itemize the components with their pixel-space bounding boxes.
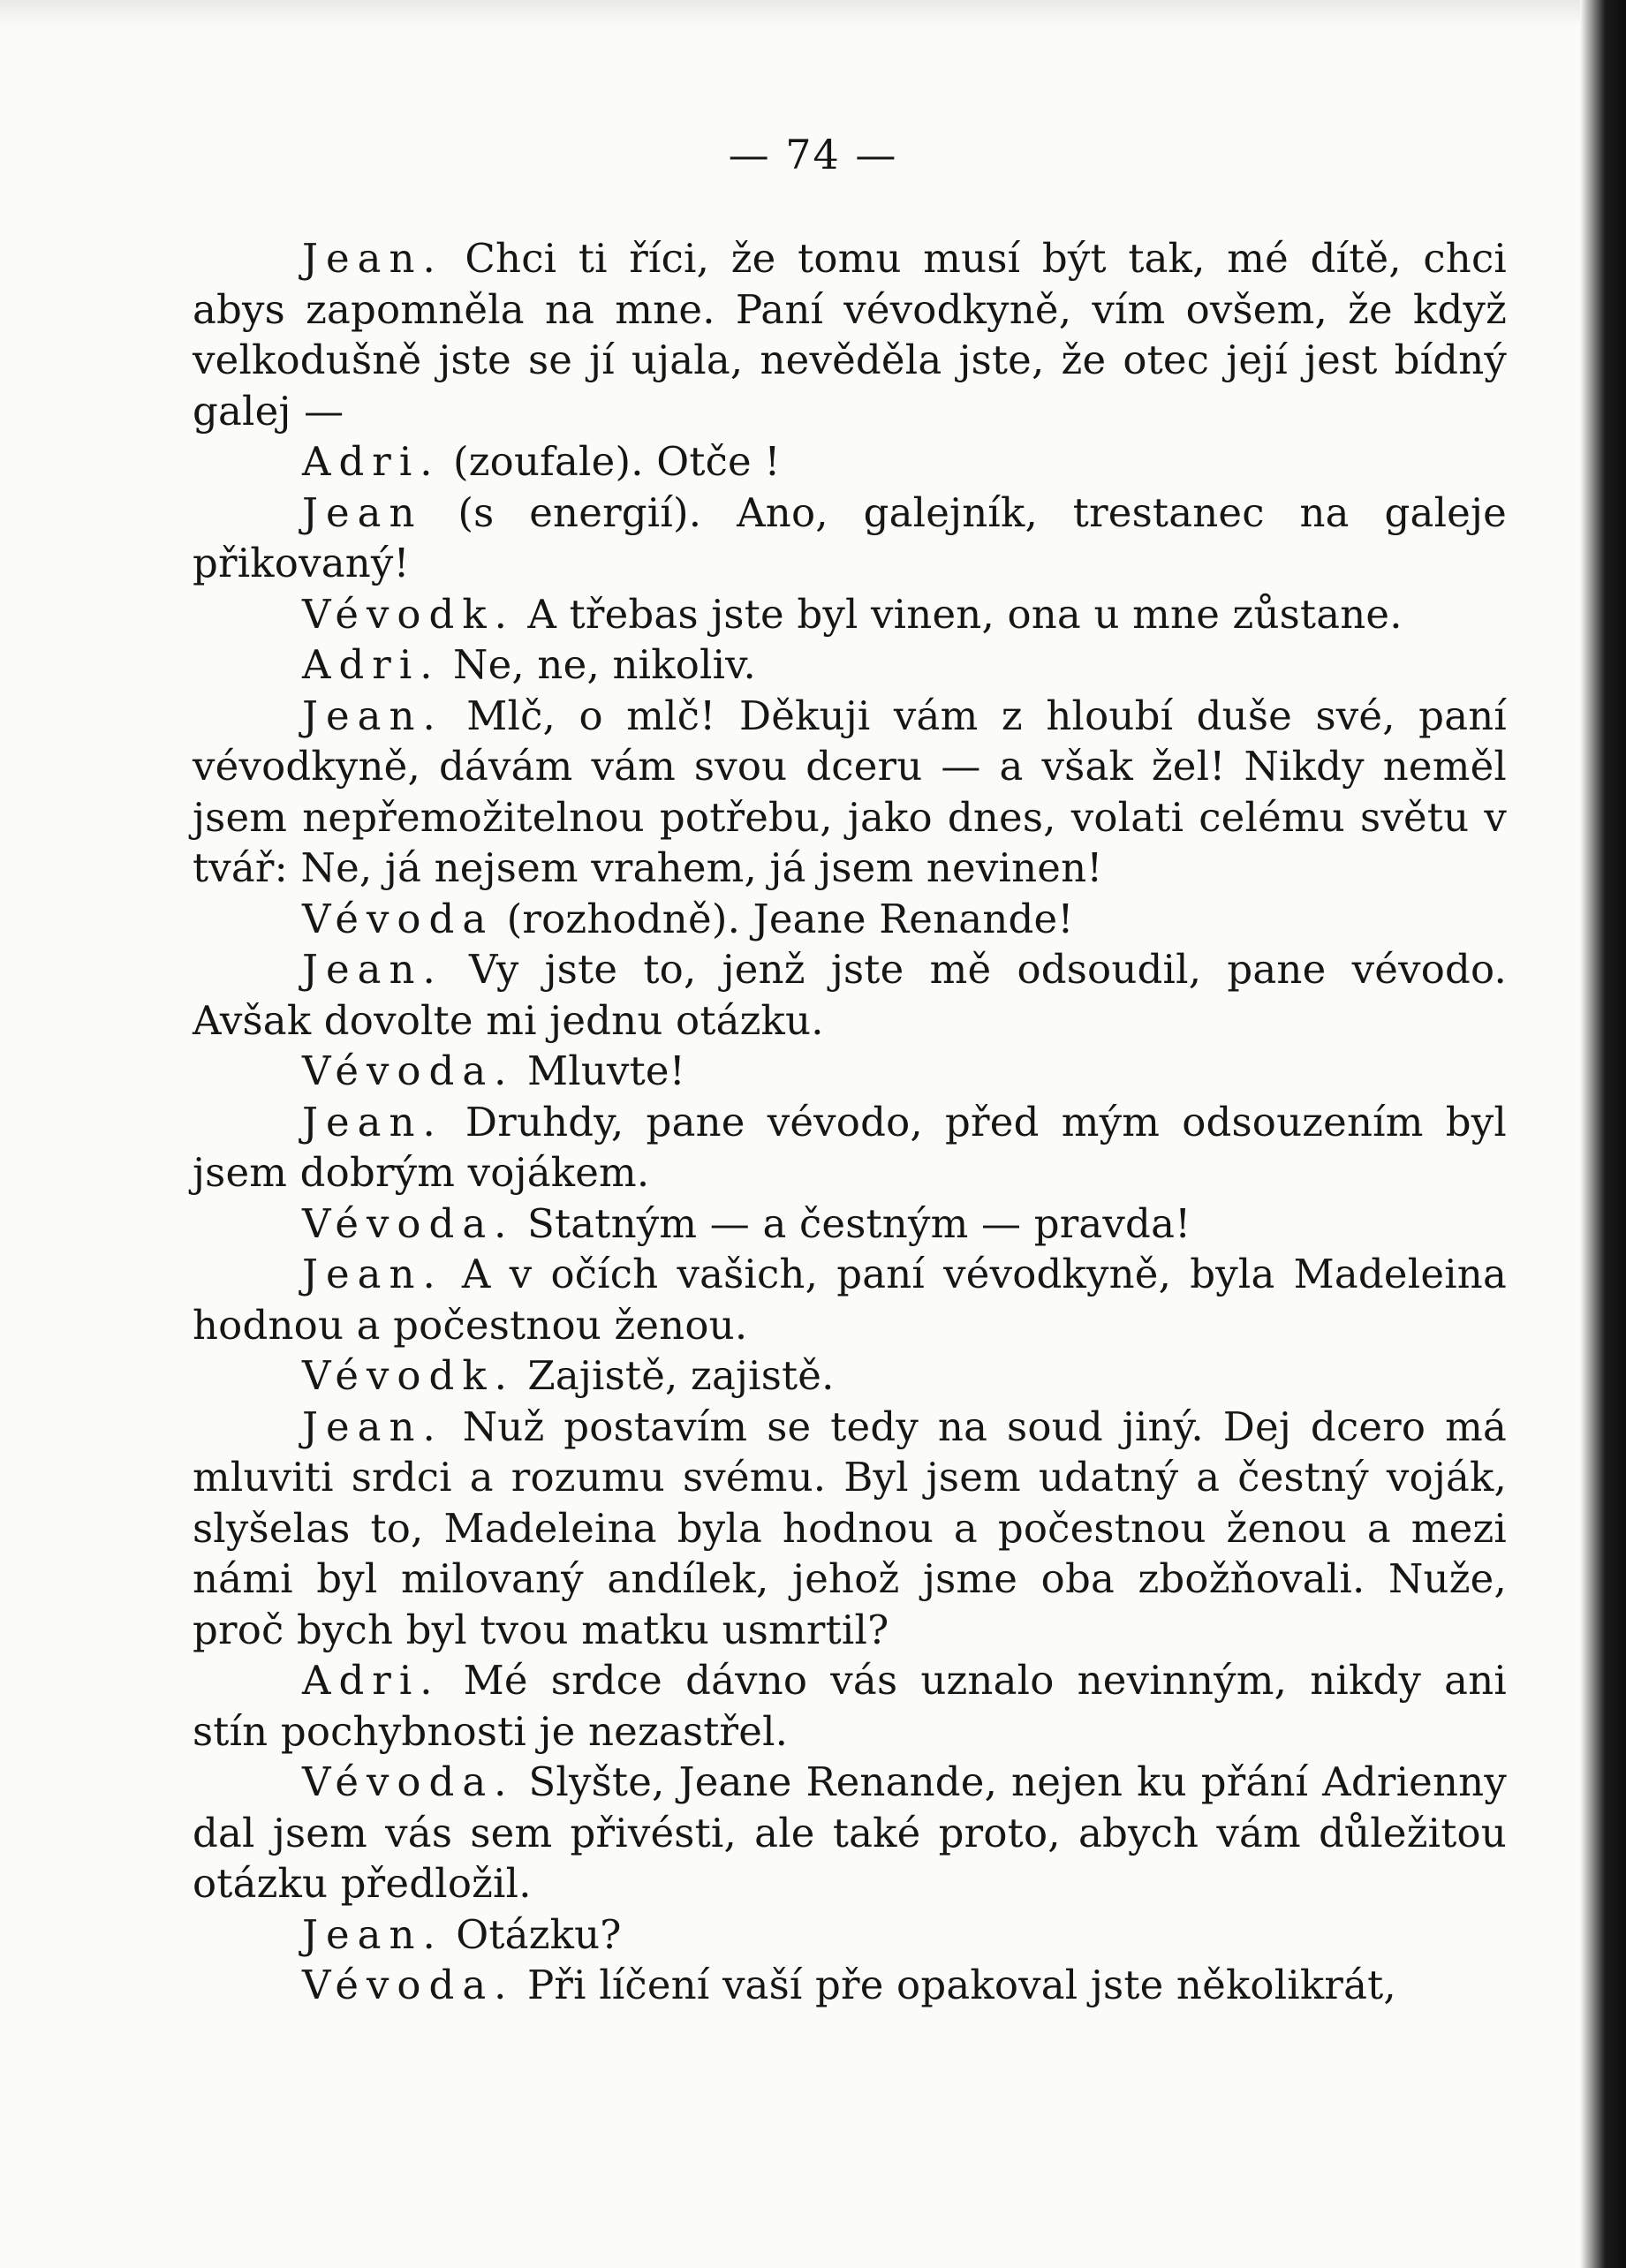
- dialogue-paragraph: [193, 1350, 1507, 1402]
- dialogue-paragraph: [193, 1249, 1507, 1350]
- dialogue-paragraph: [193, 436, 1507, 488]
- dialogue-text: Druhdy, pane vévodo, před mým odsouzením byl jsem dobrým vojákem.: [193, 1098, 1507, 1196]
- speaker-name: Vévodk.: [302, 590, 515, 638]
- dialogue-paragraph: [193, 1198, 1507, 1250]
- dialogue-text: (s energií). Ano, galejník, trestanec na galeje přikovaný!: [193, 488, 1507, 586]
- dialogue-paragraph: [193, 691, 1507, 894]
- speaker-name: Jean.: [302, 692, 443, 739]
- dialogue-text: Vy jste to, jenž jste mě odsoudil, pane vévodo. Avšak dovolte mi jednu otázku.: [193, 946, 1507, 1044]
- dialogue-text: A třebas jste byl vinen, ona u mne zůstane.: [514, 590, 1403, 638]
- dialogue-paragraph: [193, 894, 1507, 945]
- speaker-name: Vévoda: [302, 895, 495, 942]
- dialogue-text: (rozhodně). Jeane Renande!: [494, 895, 1074, 942]
- speaker-name: Jean: [302, 488, 423, 536]
- scan-top-edge: [0, 0, 1626, 26]
- dialogue-text: Statným — a čestným — pravda!: [514, 1199, 1191, 1247]
- speaker-name: Vévoda.: [302, 1962, 515, 2008]
- speaker-name: Vévoda.: [302, 1199, 515, 1247]
- speaker-name: Adri.: [302, 641, 441, 688]
- dialogue-text: Mluvte!: [514, 1047, 686, 1094]
- dialogue-text: Mlč, o mlč! Děkuji vám z hloubí duše své, paní vévodkyně, dávám vám svou dceru — a však žel! Nikdy neměl jsem nepřemožitelnou potřebu, jako dnes, volati celému světu v tvář: Ne, já nejsem vrahem, já jsem nevinen!: [193, 692, 1507, 891]
- speaker-name: Adri.: [302, 1657, 441, 1704]
- dialogue-paragraph: [193, 944, 1507, 1046]
- dialogue-text: Ne, ne, nikoliv.: [440, 641, 756, 688]
- speaker-name: Vévoda.: [302, 1758, 515, 1805]
- dialogue-paragraph: [193, 1909, 1507, 1961]
- speaker-name: Jean.: [302, 1098, 443, 1145]
- dialogue-text: Slyšte, Jeane Renande, nejen ku přání Adrienny dal jsem vás sem přivésti, ale také proto, abych vám důležitou otázku předložil.: [193, 1758, 1507, 1907]
- dialogue-paragraph: [193, 589, 1507, 640]
- dialogue-text: Mé srdce dávno vás uznalo nevinným, nikdy ani stín pochybnosti je nezastřel.: [193, 1657, 1507, 1755]
- dialogue-paragraph: [193, 1097, 1507, 1198]
- page-number: — 74 —: [728, 131, 898, 178]
- speaker-name: Vévodk.: [302, 1352, 515, 1399]
- dialogue-text: Chci ti říci, že tomu musí být tak, mé dítě, chci abys zapomněla na mne. Paní vévodkyně, vím ovšem, že když velkodušně jste se jí ujala, nevěděla jste, že otec její jest bídný galej —: [193, 235, 1507, 435]
- dialogue-paragraph: [193, 488, 1507, 589]
- speaker-name: Vévoda.: [302, 1047, 515, 1094]
- page-text: [193, 233, 1507, 2011]
- dialogue-paragraph: [193, 1402, 1507, 1656]
- speaker-name: Jean.: [302, 1910, 443, 1958]
- dialogue-text: Otázku?: [442, 1910, 622, 1958]
- dialogue-paragraph: [193, 639, 1507, 691]
- dialogue-paragraph: [193, 1960, 1507, 2011]
- dialogue-text: A v očích vašich, paní vévodkyně, byla Madeleina hodnou a počestnou ženou.: [193, 1251, 1507, 1349]
- scan-right-edge: [1580, 0, 1626, 2268]
- dialogue-text: (zoufale). Otče !: [440, 438, 781, 485]
- dialogue-text: Při líčení vaší pře opakoval jste několikrát,: [514, 1962, 1396, 2008]
- speaker-name: Adri.: [302, 438, 441, 485]
- dialogue-paragraph: [193, 1757, 1507, 1909]
- speaker-name: Jean.: [302, 1251, 443, 1297]
- dialogue-paragraph: [193, 1655, 1507, 1757]
- speaker-name: Jean.: [302, 1402, 443, 1450]
- dialogue-paragraph: [193, 1046, 1507, 1097]
- speaker-name: Jean.: [302, 946, 443, 993]
- dialogue-paragraph: [193, 233, 1507, 436]
- dialogue-text: Nuž postavím se tedy na soud jiný. Dej dcero má mluviti srdci a rozumu svému. Byl jsem udatný a čestný voják, slyšelas to, Madeleina byla hodnou a počestnou ženou a mezi námi byl milovaný andílek, jehož jsme oba zbožňovali. Nuže, proč bych byl tvou matku usmrtil?: [193, 1402, 1507, 1653]
- speaker-name: Jean.: [302, 235, 443, 282]
- dialogue-text: Zajistě, zajistě.: [514, 1352, 835, 1399]
